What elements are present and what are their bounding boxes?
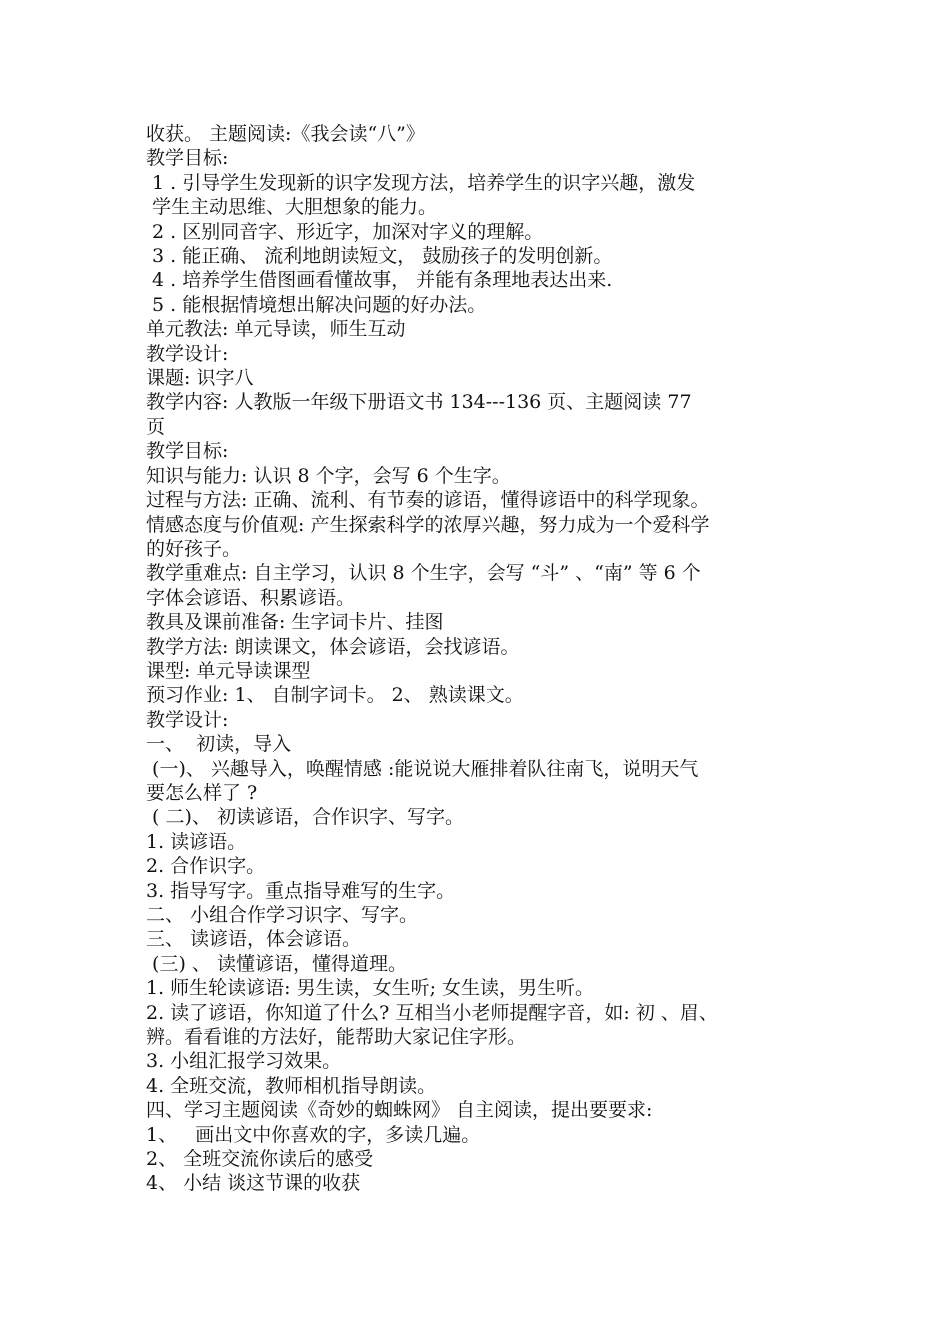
text-line: 2. 读了谚语，你知道了什么? 互相当小老师提醒字音，如: 初 、眉、 [146, 1001, 718, 1024]
text-line: 3. 指导写字。重点指导难写的生字。 [146, 879, 456, 902]
text-line: ( 二)、 初读谚语，合作识字、写字。 [146, 806, 464, 829]
text-line: 4、 小结 谈这节课的收获 [146, 1172, 361, 1195]
text-line: 知识与能力: 认识 8 个字，会写 6 个生字。 [146, 464, 511, 487]
text-line: 三、 读谚语，体会谚语。 [146, 928, 362, 951]
text-line: 1、 画出文中你喜欢的字，多读几遍。 [146, 1123, 481, 1146]
text-line: 二、 小组合作学习识字、写字。 [146, 904, 419, 926]
text-line: 教学设计: [146, 708, 229, 731]
text-line: 3 . 能正确、 流利地朗读短文， 鼓励孩子的发明创新。 [146, 245, 613, 268]
text-line: 要怎么样了 ? [146, 781, 258, 804]
text-line: 3. 小组汇报学习效果。 [146, 1050, 342, 1073]
text-line: 2. 合作识字。 [146, 855, 266, 878]
text-line: 页 [146, 415, 166, 438]
text-line: 四、学习主题阅读《奇妙的蜘蛛网》 自主阅读，提出要要求: [146, 1099, 653, 1122]
text-line: 单元教法: 单元导读，师生互动 [146, 318, 406, 341]
text-line: 1. 读谚语。 [146, 830, 247, 853]
text-line: 预习作业: 1、 自制字词卡。 2、 熟读课文。 [146, 684, 524, 707]
text-line: 的好孩子。 [146, 537, 242, 560]
text-line: 2、 全班交流你读后的感受 [146, 1148, 374, 1171]
document-body [146, 122, 816, 1196]
text-line: 教具及课前准备: 生字词卡片、挂图 [146, 611, 444, 634]
text-line: 一、 初读，导入 [146, 733, 292, 756]
text-line: 教学重难点: 自主学习，认识 8 个生字，会写 “斗” 、“南” 等 6 个 [146, 562, 701, 585]
text-line: 字体会谚语、积累谚语。 [146, 586, 356, 609]
text-line: 辨。看看谁的方法好，能帮助大家记住字形。 [146, 1026, 527, 1049]
text-line: 教学目标: [146, 147, 229, 170]
text-line: 情感态度与价值观: 产生探索科学的浓厚兴趣，努力成为一个爱科学 [146, 513, 710, 536]
text-line: 教学方法: 朗读课文，体会谚语，会找谚语。 [146, 635, 520, 658]
text-line: 过程与方法: 正确、流利、有节奏的谚语，懂得谚语中的科学现象。 [146, 489, 710, 512]
text-line: 教学目标: [146, 440, 229, 463]
text-line: 收获。 主题阅读:《我会读“八”》 [146, 123, 425, 145]
text-line: 教学内容: 人教版一年级下册语文书 134---136 页、主题阅读 77 [146, 391, 692, 414]
text-line: 4 . 培养学生借图画看懂故事， 并能有条理地表达出来. [146, 269, 613, 292]
text-line: 学生主动思维、大胆想象的能力。 [146, 196, 438, 219]
text-line: 1 . 引导学生发现新的识字发现方法，培养学生的识字兴趣，激发 [146, 171, 696, 194]
text-line: 教学设计: [146, 342, 229, 365]
text-line: 课题: 识字八 [146, 367, 254, 390]
text-line: (一)、 兴趣导入，唤醒情感 :能说说大雁排着队往南飞，说明天气 [146, 757, 699, 780]
text-line: 2 . 区别同音字、形近字，加深对字义的理解。 [146, 220, 544, 243]
text-line: 1. 师生轮读谚语: 男生读，女生听; 女生读，男生听。 [146, 977, 595, 1000]
text-line: 5 . 能根据情境想出解决问题的好办法。 [146, 293, 487, 316]
text-line: (三) 、 读懂谚语，懂得道理。 [146, 952, 407, 975]
text-line: 4. 全班交流，教师相机指导朗读。 [146, 1074, 437, 1097]
text-line: 课型: 单元导读课型 [146, 659, 311, 682]
